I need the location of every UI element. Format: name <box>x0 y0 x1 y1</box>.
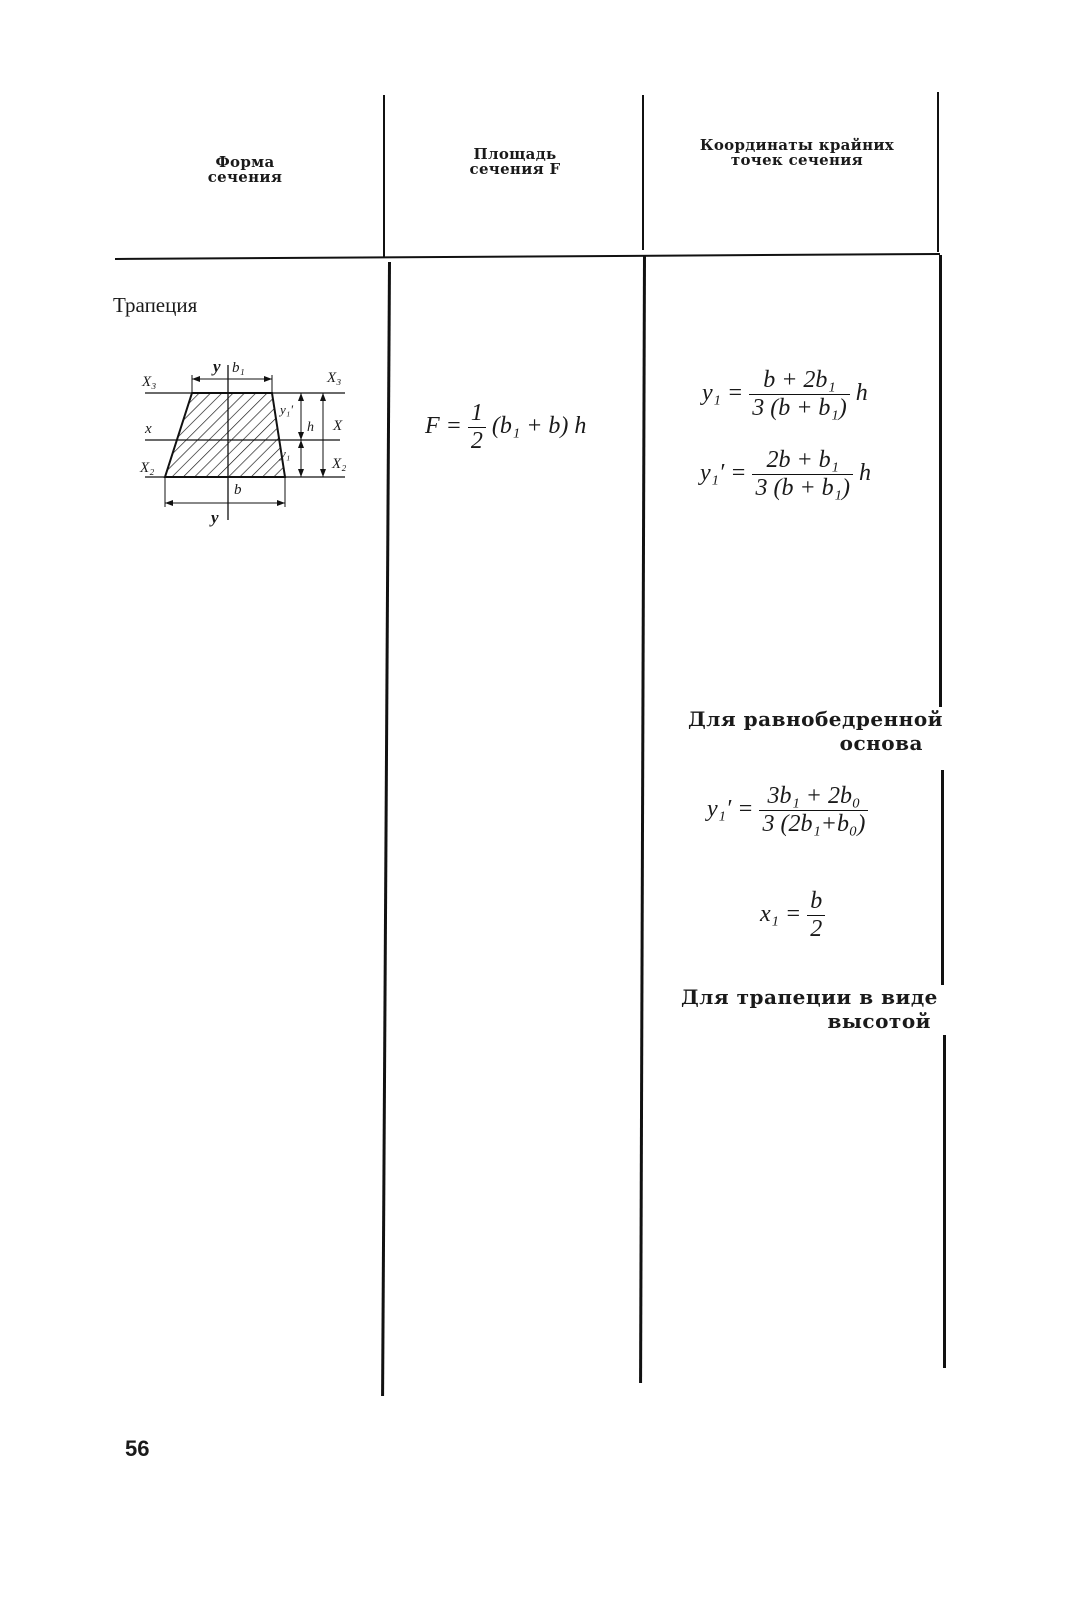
label-b1: b₁ <box>232 360 245 376</box>
formula-y1 <box>702 367 868 422</box>
column-divider-3-body-c <box>943 1035 946 1368</box>
header-shape-line1: Форма <box>215 153 275 171</box>
label-h: h <box>307 420 314 435</box>
label-y-bottom: y <box>211 508 219 527</box>
header-shape <box>170 155 320 185</box>
header-coords <box>672 138 922 168</box>
formula-y1-tail: h <box>855 380 868 407</box>
formula-x1-den: 2 <box>807 915 825 943</box>
label-x2-right: X₂ <box>332 456 347 472</box>
formula-y1-num: b + 2b₁ <box>763 367 836 393</box>
note-trapezoid-form-line1: Для трапеции в виде <box>681 985 938 1009</box>
label-y-top: y <box>213 357 221 376</box>
label-b: b <box>234 482 242 498</box>
header-area <box>440 147 590 177</box>
column-divider-2-body <box>639 255 646 1383</box>
note-isosceles-line2: основа <box>839 731 923 755</box>
formula-x1-lhs: x₁ = <box>760 901 802 928</box>
label-x-left: x <box>145 421 152 437</box>
column-divider-2 <box>642 95 644 250</box>
formula-x1-fraction <box>807 888 825 943</box>
label-y1: y₁ <box>280 446 291 461</box>
formula-y1p <box>700 447 871 502</box>
label-x-right: X <box>333 418 343 434</box>
formula-y1-fraction <box>749 367 850 422</box>
formula-y1p-fraction <box>752 447 853 502</box>
header-coords-line2: точек сечения <box>730 151 864 169</box>
column-divider-3-body-a <box>939 255 942 707</box>
formula-y1p-iso <box>707 783 868 838</box>
header-area-line1: Площадь <box>473 145 557 163</box>
label-y1-prime: y₁' <box>280 402 294 417</box>
column-divider-3-body-b <box>941 770 944 985</box>
header-area-line2: сечения F <box>469 160 561 178</box>
formula-y1-lhs: y₁ = <box>702 380 744 407</box>
note-trapezoid-form-line2: высотой <box>827 1009 931 1033</box>
formula-y1p-iso-fraction <box>759 783 868 838</box>
label-x3-left: X₃ <box>142 374 157 390</box>
column-divider-3 <box>937 92 939 252</box>
trapezoid-shape <box>165 393 285 477</box>
formula-x1 <box>760 888 825 943</box>
page-number: 56 <box>125 1436 150 1461</box>
row-name: Трапеция <box>113 293 198 317</box>
note-trapezoid-form <box>681 985 938 1033</box>
area-num: 1 <box>470 400 483 426</box>
area-formula <box>425 400 586 455</box>
formula-y1p-iso-lhs: y₁′ = <box>707 796 754 823</box>
area-rest: (b₁ + b) h <box>491 413 587 440</box>
header-rule <box>115 253 940 260</box>
formula-y1-den: 3 (b + b₁) <box>749 394 850 422</box>
column-divider-1 <box>383 95 385 258</box>
header-coords-line1: Координаты крайних <box>699 136 895 154</box>
area-den: 2 <box>468 427 486 455</box>
formula-y1p-iso-den: 3 (2b₁+b₀) <box>759 810 868 838</box>
header-shape-line2: сечения <box>207 168 283 186</box>
label-x3-right: X₃ <box>327 370 342 386</box>
formula-x1-num: b <box>810 888 823 914</box>
formula-y1p-tail: h <box>858 460 871 487</box>
area-fraction <box>468 400 486 455</box>
formula-y1p-num: 2b + b₁ <box>766 447 839 473</box>
formula-y1p-lhs: y₁′ = <box>700 460 747 487</box>
formula-y1p-den: 3 (b + b₁) <box>752 474 853 502</box>
label-x2-left: X₂ <box>140 460 155 476</box>
area-lhs: F = <box>425 413 462 440</box>
note-isosceles-line1: Для равнобедренной <box>688 707 943 731</box>
column-divider-1-body <box>381 262 391 1396</box>
formula-y1p-iso-num: 3b₁ + 2b₀ <box>767 783 861 809</box>
note-isosceles <box>688 707 943 755</box>
